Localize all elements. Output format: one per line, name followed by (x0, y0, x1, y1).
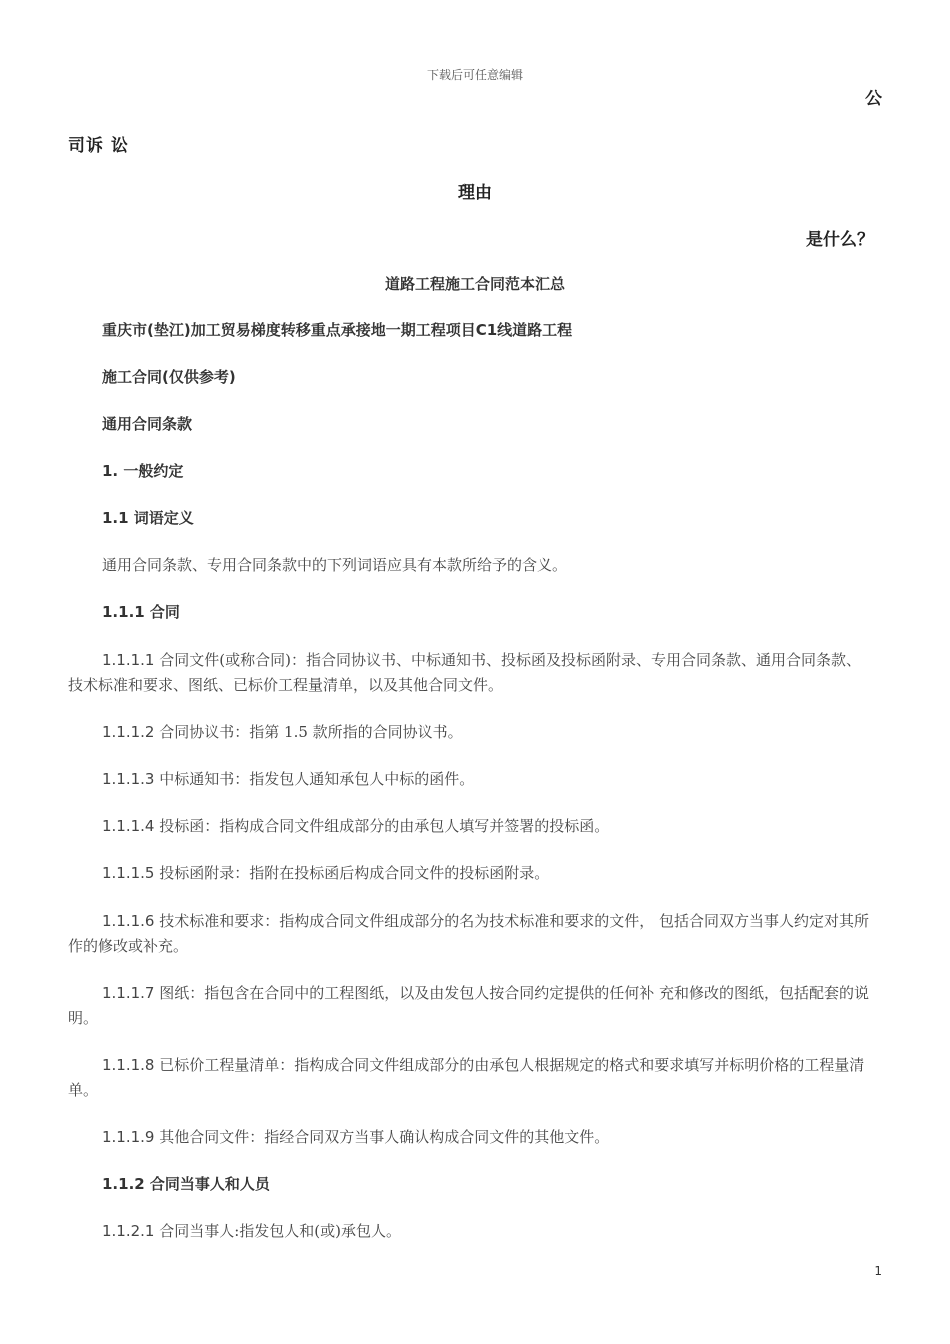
clause-number: 1.1.1.9 (102, 1128, 155, 1146)
clause-number: 1.1.1.8 (102, 1056, 155, 1074)
clause-text: 图纸：指包含在合同中的工程图纸，以及由发包人按合同约定提供的任何补 充和修改的图纸，包括配套的说明。 (68, 984, 870, 1027)
contract-line: 施工合同(仅供参考) (102, 368, 236, 386)
clause-text: 合同当事人:指发包人和(或)承包人。 (154, 1222, 402, 1240)
clause-number: 1.1.1.6 (102, 912, 155, 930)
header-note: 下载后可任意编辑 (426, 68, 523, 82)
heading-1-1-1: 1.1.1 合同 (102, 603, 180, 621)
clause-1-1-1-8 (68, 1053, 874, 1103)
clause-1-1-1-6 (68, 909, 874, 959)
project-line: 重庆市(垫江)加工贸易梯度转移重点承接地一期工程项目C1线道路工程 (102, 321, 573, 339)
clause-text: 合同文件(或称合同)：指合同协议书、中标通知书、投标函及投标函附录、专用合同条款、通用合同条款、技术标准和要求、图纸、已标价工程量清单，以及其他合同文件。 (68, 651, 861, 694)
heading-1-1: 1.1 词语定义 (102, 509, 194, 527)
clause-text: 投标函：指构成合同文件组成部分的由承包人填写并签署的投标函。 (154, 817, 610, 835)
clause-1-1-2-1 (68, 1219, 874, 1244)
heading-1: 1. 一般约定 (102, 462, 184, 480)
section-general-heading: 通用合同条款 (102, 415, 193, 433)
banner-line-2: 司诉 讼 (68, 136, 129, 156)
clause-1-1-1-2 (68, 720, 874, 745)
clause-1-1-1-5 (68, 861, 874, 886)
clause-1-1-1-7 (68, 981, 874, 1031)
document-title: 道路工程施工合同范本汇总 (384, 275, 565, 293)
intro-paragraph: 通用合同条款、专用合同条款中的下列词语应具有本款所给予的含义。 (102, 556, 568, 574)
clause-1-1-1-3 (68, 767, 874, 792)
heading-1-1-2: 1.1.2 合同当事人和人员 (102, 1175, 270, 1193)
clause-number: 1.1.1.4 (102, 817, 155, 835)
banner-line-3: 理由 (458, 183, 492, 203)
clause-number: 1.1.1.1 (102, 651, 155, 669)
banner-line-4: 是什么？ (806, 230, 874, 250)
clause-1-1-1-4 (68, 814, 874, 839)
clause-text: 投标函附录：指附在投标函后构成合同文件的投标函附录。 (154, 864, 550, 882)
clause-text: 中标通知书：指发包人通知承包人中标的函件。 (154, 770, 475, 788)
clause-text: 技术标准和要求：指构成合同文件组成部分的名为技术标准和要求的文件， 包括合同双方当事人约定对其所作的修改或补充。 (68, 912, 870, 955)
clause-text: 已标价工程量清单：指构成合同文件组成部分的由承包人根据规定的格式和要求填写并标明价格的工程量清单。 (68, 1056, 865, 1099)
clause-number: 1.1.1.3 (102, 770, 155, 788)
clause-1-1-1-9 (68, 1125, 874, 1150)
clause-1-1-1-1 (68, 648, 874, 698)
clause-number: 1.1.1.2 (102, 723, 155, 741)
clause-text: 合同协议书：指第 1.5 款所指的合同协议书。 (154, 723, 463, 741)
clause-text: 其他合同文件：指经合同双方当事人确认构成合同文件的其他文件。 (154, 1128, 610, 1146)
clause-number: 1.1.2.1 (102, 1222, 155, 1240)
clause-number: 1.1.1.7 (102, 984, 155, 1002)
clause-number: 1.1.1.5 (102, 864, 155, 882)
page-number: 1 (874, 1264, 882, 1278)
banner-line-1: 公 (865, 89, 882, 109)
